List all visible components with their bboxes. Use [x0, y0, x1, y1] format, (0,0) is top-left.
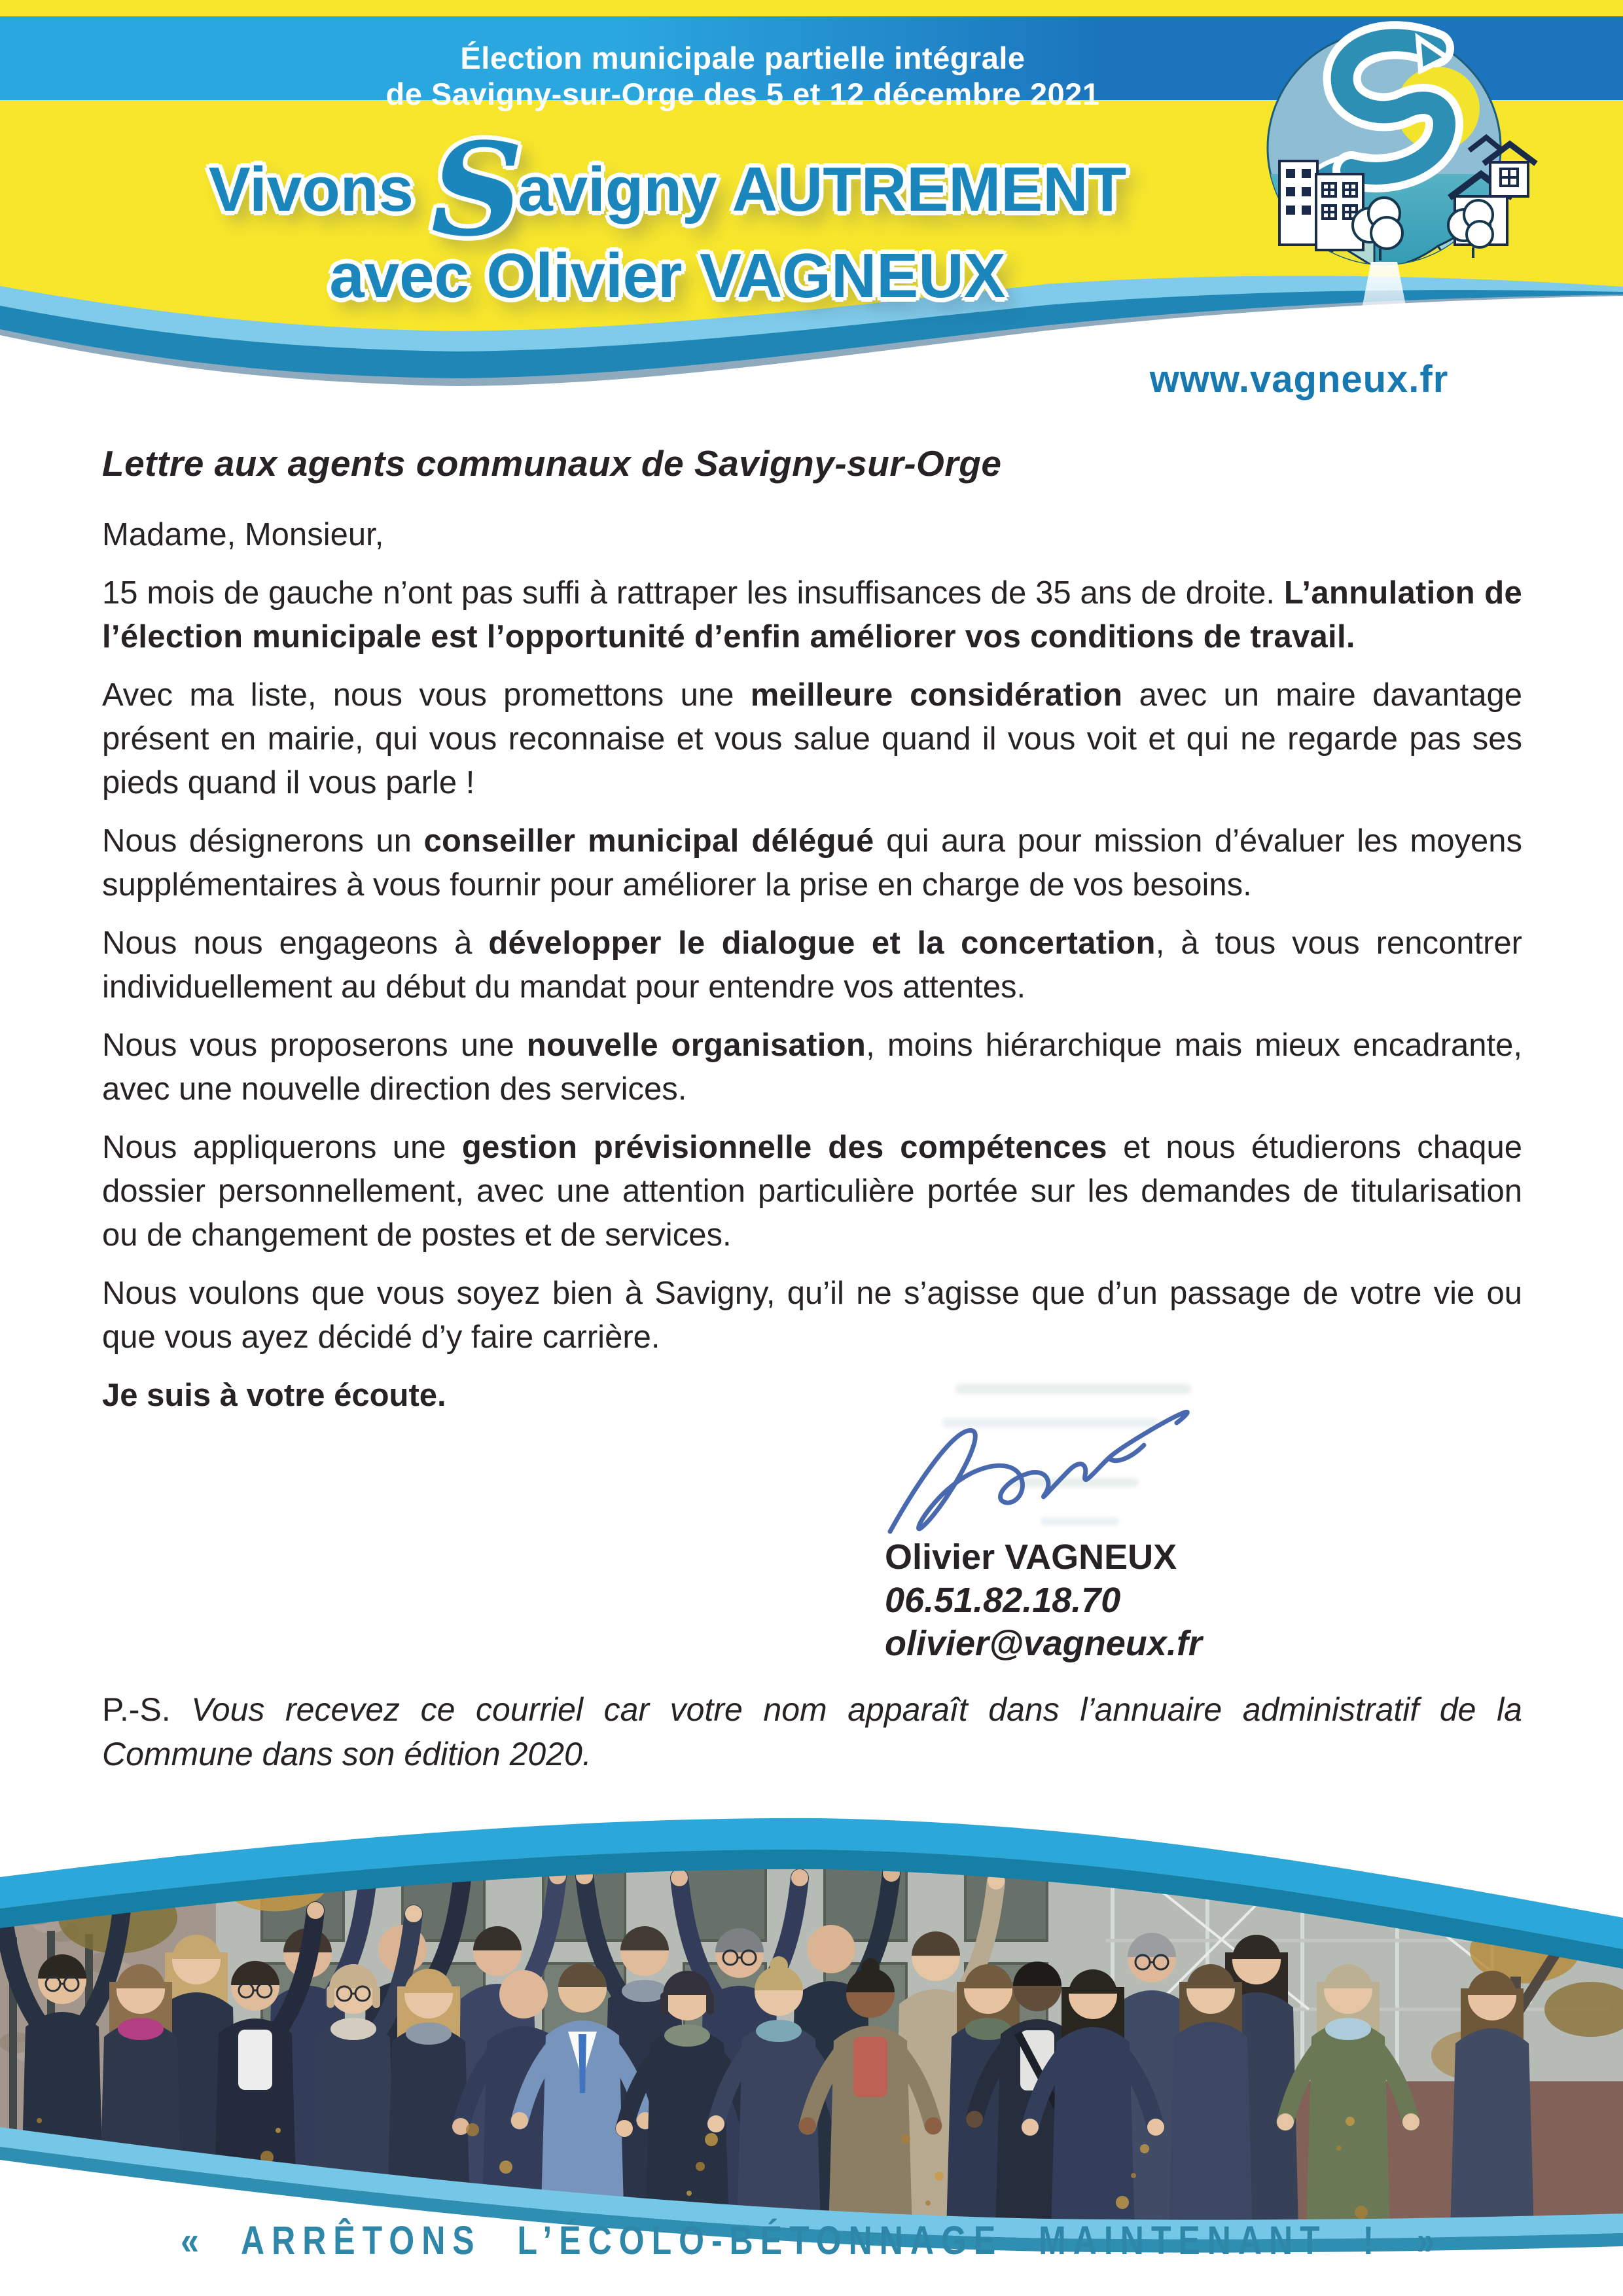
letter-postscript — [102, 1687, 1522, 1776]
signature-name: Olivier VAGNEUX — [885, 1537, 1177, 1577]
signature-image — [844, 1380, 1263, 1550]
wordmark-s: S — [431, 115, 518, 264]
election-banner-line1: Élection municipale partielle intégrale — [460, 41, 1026, 75]
logo-s-icon — [1342, 38, 1447, 173]
signature-email[interactable]: olivier@vagneux.fr — [885, 1624, 1202, 1663]
signature-block — [885, 1535, 1202, 1665]
letter-paragraph: 15 mois de gauche n’ont pas suffi à rattraper les insuffisances de 35 ans de droite. L’annulation de l’élection municipale est l’opportunité d’enfin améliorer vos conditions de travail. — [102, 575, 1523, 655]
campaign-team-photo — [0, 1793, 1623, 2265]
letter-salutation: Madame, Monsieur, — [102, 517, 384, 552]
signature-phone: 06.51.82.18.70 — [885, 1581, 1121, 1620]
wordmark-line1: Vivons Savigny AUTREMENT — [208, 115, 1127, 264]
letter-paragraph: Nous nous engageons à développer le dialogue et la concertation, à tous vous rencontrer individuellement au début du mandat pour entendre vos attentes. — [102, 925, 1522, 1005]
letter-paragraph: Nous vous proposerons une nouvelle organisation, moins hiérarchique mais mieux encadrante, avec une nouvelle direction des services. — [102, 1028, 1522, 1107]
letter-paragraphs — [102, 571, 1522, 1359]
signature-ghost-bleedthrough — [942, 1384, 1191, 1526]
wordmark-line2: avec Olivier VAGNEUX — [329, 241, 1006, 311]
letter-paragraph: Nous voulons que vous soyez bien à Savigny, qu’il ne s’agisse que d’un passage de votre vie ou que vous ayez décidé d’y faire carrière. — [102, 1276, 1522, 1355]
letter-paragraph: Avec ma liste, nous vous promettons une meilleure considération avec un maire davantage présent en mairie, qui vous reconnaise et vous salue quand il vous voit et qui ne regarde pas ses pieds quand il vous parle ! — [102, 677, 1522, 800]
letter-body — [102, 442, 1522, 1418]
logo-buildings-icon — [1279, 161, 1363, 250]
website-link[interactable]: www.vagneux.fr — [1149, 358, 1449, 401]
postscript-text: Vous recevez ce courriel car votre nom apparaît dans l’annuaire administratif de la Commune dans son édition 2020. — [102, 1691, 1522, 1772]
campaign-wordmark — [131, 115, 1204, 312]
letter-paragraph: Nous appliquerons une gestion prévisionnelle des compétences et nous étudierons chaque dossier personnellement, avec une attention particulière portée sur les demandes de titularisation ou de changement de postes et de services. — [102, 1130, 1522, 1253]
letter-closing: Je suis à votre écoute. — [102, 1378, 446, 1413]
letter-heading: Lettre aux agents communaux de Savigny-sur-Orge — [102, 443, 1002, 484]
election-banner-line2: de Savigny-sur-Orge des 5 et 12 décembre 2021 — [385, 77, 1100, 111]
slogan-banner: « ARRÊTONS L’ÉCOLO-BÉTONNAGE MAINTENANT ! » — [181, 2218, 1442, 2263]
letter-paragraph: Nous désignerons un conseiller municipal délégué qui aura pour mission d’évaluer les moyens supplémentaires à vous fournir pour améliorer la prise en charge de vos besoins. — [102, 823, 1523, 903]
postscript-prefix: P.-S. — [102, 1691, 171, 1728]
